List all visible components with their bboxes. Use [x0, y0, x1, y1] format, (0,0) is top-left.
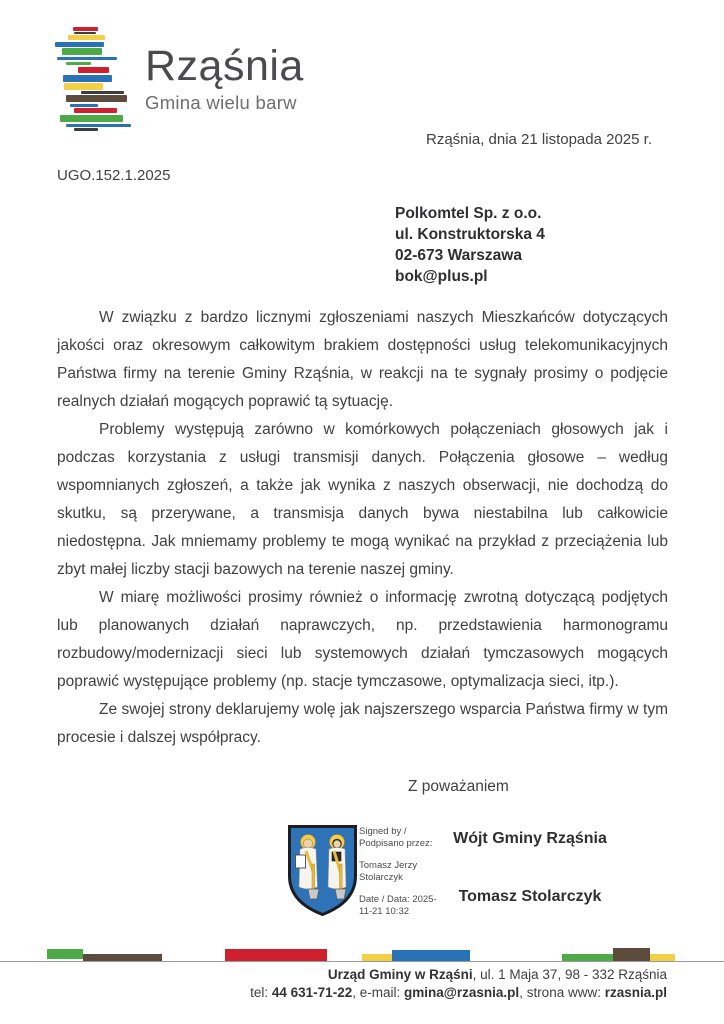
- recipient-block: [395, 203, 545, 287]
- coat-of-arms-icon: [287, 824, 358, 917]
- footer-address-line: [250, 966, 667, 984]
- paragraph-2: Problemy występują zarówno w komórkowych połączeniach głosowych jak i podczas korzystania z usługi transmisji danych. Połączenia głosowe – według wspomnianych zgłoszeń, a także jak wynika z naszych obserwacji, nie dochodzą do skutku, są przerywane, a transmisja danych bywa niestabilna lub całkowicie niedostępna. Jak mniemamy problemy te mogą wynikać na przykład z przeciążenia lub zbyt małej liczby stacji bazowych na terenie naszej gminy.: [57, 421, 668, 578]
- footer-address-rest: , ul. 1 Maja 37, 98 - 332 Rząśnia: [472, 967, 667, 982]
- footer-email-address: gmina@rzasnia.pl: [403, 985, 520, 1000]
- logo-title: Rząśnia: [145, 42, 304, 90]
- recipient-email: bok@plus.pl: [395, 268, 488, 285]
- recipient-street: ul. Konstruktorska 4: [395, 226, 545, 243]
- closing-salutation: Z poważaniem: [408, 778, 509, 795]
- footer-tel-number: 44 631-71-22: [271, 985, 353, 1000]
- footer-contact: [250, 966, 667, 1002]
- logo-text: [145, 43, 304, 114]
- footer-www-label: , strona www:: [519, 985, 605, 1000]
- paragraph-1: W związku z bardzo licznymi zgłoszeniami naszych Mieszkańców dotyczących jakości oraz okresowym całkowitym brakiem dostępności usług telekomunikacyjnych Państwa firmy na terenie Gminy Rząśnia, w reakcji na te sygnały prosimy o podjęcie realnych działań mogących poprawić tą sytuację.: [57, 309, 668, 410]
- stamp-date-line1: Date / Data: 2025-: [359, 894, 437, 905]
- stamp-signer-first-names: Tomasz Jerzy: [359, 860, 418, 871]
- date-line: Rząśnia, dnia 21 listopada 2025 r.: [426, 131, 652, 148]
- recipient-name: Polkomtel Sp. z o.o.: [395, 205, 542, 222]
- footer-email-label: , e-mail:: [352, 985, 404, 1000]
- reference-number: UGO.152.1.2025: [57, 167, 171, 184]
- logo-tagline: Gmina wielu barw: [145, 92, 297, 114]
- signatory-block: [430, 830, 630, 906]
- letter-body: [57, 304, 668, 752]
- logo-bars-icon: [48, 27, 138, 135]
- signatory-name: Tomasz Stolarczyk: [458, 888, 602, 905]
- footer-divider: [0, 961, 724, 962]
- stamp-signed-by-pl: Podpisano przez:: [359, 837, 433, 849]
- recipient-city: 02-673 Warszawa: [395, 247, 522, 264]
- footer-tel-label: tel:: [250, 985, 272, 1000]
- footer-contact-line: [250, 984, 667, 1002]
- paragraph-3: W miarę możliwości prosimy również o informację zwrotną dotyczącą podjętych lub planowanych działań naprawczych, np. przedstawienia harmonogramu rozbudowy/modernizacji sieci lub systemowych działań tymczasowych mogących poprawić występujące problemy (np. stacje tymczasowe, optymalizacja sieci, itp.).: [57, 589, 668, 690]
- stamp-date-line2: 11-21 10:32: [359, 905, 410, 917]
- footer-www-address: rzasnia.pl: [604, 985, 667, 1000]
- footer-org-name: Urząd Gminy w Rząśni: [327, 967, 473, 982]
- signatory-title: Wójt Gminy Rząśnia: [453, 830, 607, 847]
- stamp-signer-last-name: Stolarczyk: [359, 871, 403, 883]
- paragraph-4: Ze swojej strony deklarujemy wolę jak najszerszego wsparcia Państwa firmy w tym procesie i dalszej współpracy.: [57, 701, 668, 746]
- municipality-logo: [48, 27, 304, 135]
- stamp-signed-by-en: Signed by /: [359, 826, 407, 837]
